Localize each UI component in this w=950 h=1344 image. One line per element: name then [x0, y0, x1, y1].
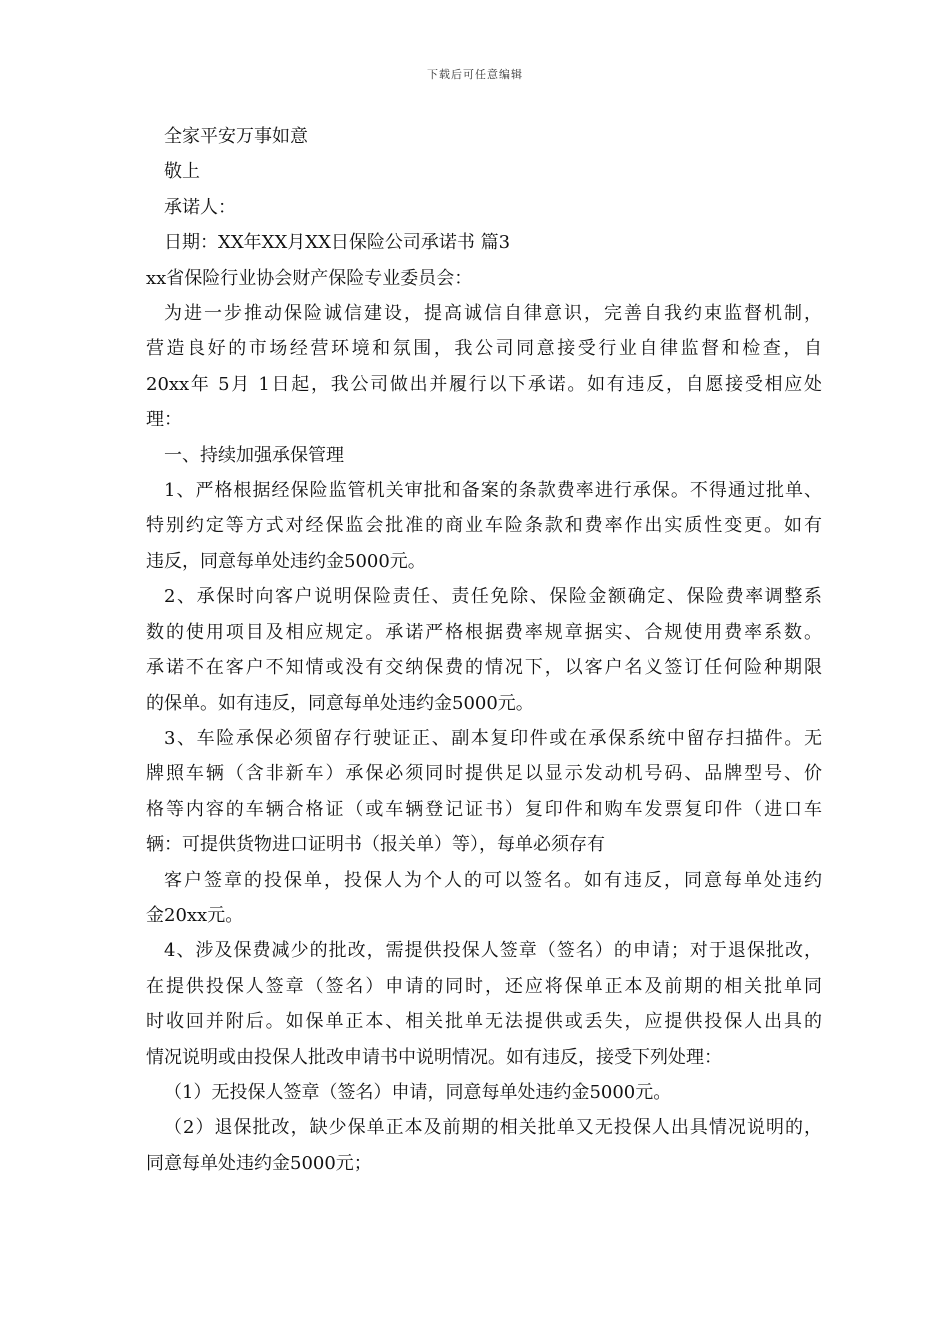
paragraph-line: 金20xx元。: [146, 904, 244, 926]
date-line: 日期：XX年XX月XX日保险公司承诺书 篇3: [164, 232, 511, 254]
paragraph-line: 3、车险承保必须留存行驶证正、副本复印件或在承保系统中留存扫描件。无: [164, 727, 822, 749]
paragraph-line: 时收回并附后。如保单正本、相关批单无法提供或丢失，应提供投保人出具的: [146, 1011, 822, 1033]
paragraph-line: 特别约定等方式对经保监会批准的商业车险条款和费率作出实质性变更。如有: [146, 515, 822, 537]
closing-line: 全家平安万事如意: [164, 126, 308, 147]
paragraph-line: 2、承保时向客户说明保险责任、责任免除、保险金额确定、保险费率调整系: [164, 586, 822, 608]
paragraph-line: 在提供投保人签章（签名）申请的同时，还应将保单正本及前期的相关批单同: [146, 975, 822, 997]
paragraph-line: 数的使用项目及相应规定。承诺严格根据费率规章据实、合规使用费率系数。: [146, 621, 822, 643]
paragraph-line: 的保单。如有违反，同意每单处违约金5000元。: [146, 692, 534, 714]
paragraph-line: 客户签章的投保单，投保人为个人的可以签名。如有违反，同意每单处违约: [164, 869, 822, 891]
paragraph-line: 格等内容的车辆合格证（或车辆登记证书）复印件和购车发票复印件（进口车: [146, 798, 822, 820]
list-item: （2）退保批改，缺少保单正本及前期的相关批单又无投保人出具情况说明的，: [164, 1117, 822, 1139]
closing-respect: 敬上: [164, 161, 200, 183]
paragraph-line: 牌照车辆（含非新车）承保必须同时提供足以显示发动机号码、品牌型号、价: [146, 763, 822, 785]
signer-label: 承诺人：: [164, 196, 236, 218]
paragraph-line: 承诺不在客户不知情或没有交纳保费的情况下，以客户名义签订任何险种期限: [146, 657, 822, 679]
header-note: 下载后可任意编辑: [427, 68, 523, 81]
addressee: xx省保险行业协会财产保险专业委员会：: [146, 267, 473, 289]
paragraph-line: 1、严格根据经保险监管机关审批和备案的条款费率进行承保。不得通过批单、: [164, 480, 822, 502]
paragraph-line: 情况说明或由投保人批改申请书中说明情况。如有违反，接受下列处理：: [146, 1046, 722, 1068]
paragraph-line: 4、涉及保费减少的批改，需提供投保人签章（签名）的申请；对于退保批改，: [164, 940, 822, 962]
list-item: （1）无投保人签章（签名）申请，同意每单处违约金5000元。: [164, 1081, 672, 1103]
paragraph-line: 辆：可提供货物进口证明书（报关单）等），每单必须存有: [146, 834, 605, 856]
paragraph-line: 理：: [146, 409, 182, 431]
paragraph-line: 为进一步推动保险诚信建设，提高诚信自律意识，完善自我约束监督机制，: [164, 303, 822, 325]
document-body: [146, 119, 822, 1181]
paragraph-line: 营造良好的市场经营环境和氛围，我公司同意接受行业自律监督和检查，自: [146, 338, 822, 360]
paragraph-line: 违反，同意每单处违约金5000元。: [146, 550, 426, 572]
section-heading: 一、持续加强承保管理: [164, 444, 344, 466]
list-item-continuation: 同意每单处违约金5000元；: [146, 1152, 372, 1174]
paragraph-line: 20xx年 5月 1日起，我公司做出并履行以下承诺。如有违反，自愿接受相应处: [146, 373, 822, 395]
